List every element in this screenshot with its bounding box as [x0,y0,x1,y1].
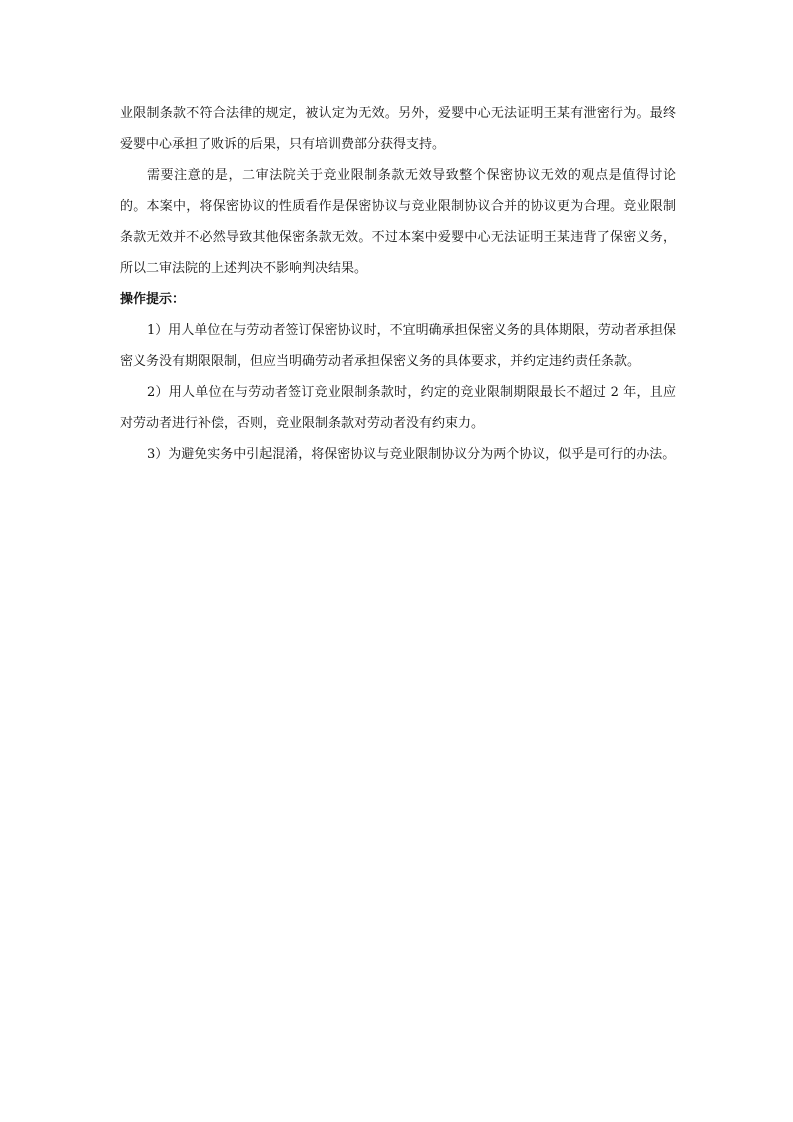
paragraph-note: 需要注意的是，二审法院关于竞业限制条款无效导致整个保密协议无效的观点是值得讨论的。本案中，将保密协议的性质看作是保密协议与竞业限制协议合并的协议更为合理。竞业限制条款无效并不必然导致其他保密条款无效。不过本案中爱婴中心无法证明王某违背了保密义务，所以二审法院的上述判决不影响判决结果。 [120,168,676,276]
tip-item-3: 3）为避免实务中引起混淆，将保密协议与竞业限制协议分为两个协议，似乎是可行的办法。 [147,447,676,462]
tip-item-2: 2）用人单位在与劳动者签订竞业限制条款时，约定的竞业限制期限最长不超过 2 年，且应对劳动者进行补偿，否则，竞业限制条款对劳动者没有约束力。 [120,385,676,431]
tips-heading: 操作提示： [120,292,186,307]
document-body [120,98,676,470]
tip-item-1: 1）用人单位在与劳动者签订保密协议时，不宜明确承担保密义务的具体期限，劳动者承担保密义务没有期限限制，但应当明确劳动者承担保密义务的具体要求，并约定违约责任条款。 [120,323,676,369]
paragraph-case-result: 业限制条款不符合法律的规定，被认定为无效。另外，爱婴中心无法证明王某有泄密行为。最终爱婴中心承担了败诉的后果，只有培训费部分获得支持。 [120,106,676,152]
